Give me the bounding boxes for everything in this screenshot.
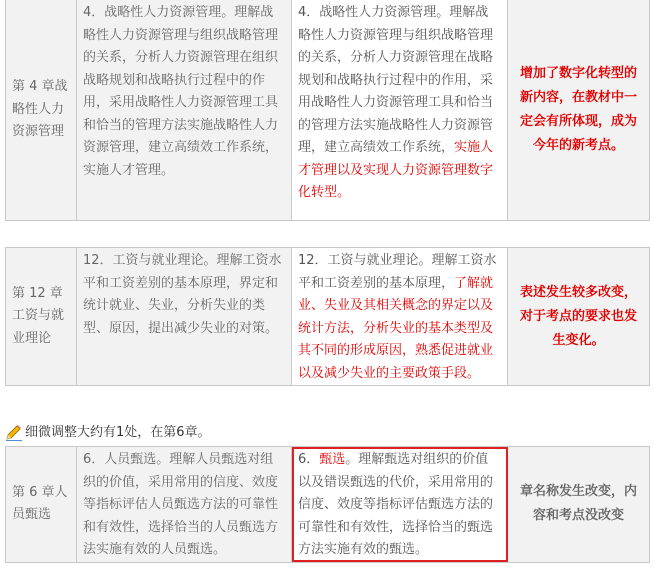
change-note: 表述发生较多改变，对于考点的要求也发生变化。 (508, 248, 650, 386)
comparison-table-ch4 (5, 0, 650, 221)
caption-text: 细微调整大约有1处，在第6章。 (25, 425, 211, 440)
pencil-icon (5, 425, 23, 441)
comparison-table-ch12 (5, 247, 650, 386)
table-row (6, 0, 650, 221)
new-text-changed: 实施人才管理以及实现人力资源管理数字化转型。 (298, 140, 494, 200)
old-syllabus-text: 6．人员甄选。理解人员甄选对组织的价值，采用常用的信度、效度等指标评估人员甄选方法的可靠性和有效性，选择恰当的人员甄选方法实施有效的人员甄选。 (77, 447, 292, 563)
change-note: 增加了数字化转型的新内容，在教材中一定会有所体现，成为今年的新考点。 (508, 0, 650, 221)
new-text-changed: 了解就业、失业及其相关概念的界定以及统计方法，分析失业的基本类型及其不同的形成原因，熟悉促进就业以及减少失业的主要政策手段。 (298, 275, 494, 381)
table-row (6, 248, 650, 386)
new-syllabus-text (292, 447, 508, 563)
chapter-title: 第 4 章战略性人力资源管理 (6, 0, 77, 221)
chapter-title: 第 6 章人员甄选 (6, 447, 77, 563)
table-row (6, 447, 650, 563)
new-syllabus-text (292, 0, 508, 221)
old-syllabus-text: 12．工资与就业理论。理解工资水平和工资差别的基本原理，界定和统计就业、失业，分析失业的类型、原因，提出减少失业的对策。 (77, 248, 292, 386)
new-text-plain: 4．战略性人力资源管理。理解战略性人力资源管理与组织战略管理的关系，分析人力资源管理在战略规划和战略执行过程中的作用，采用战略性人力资源管理工具和恰当的管理方法实施战略性人力资源管理，建立高绩效工作系统， (298, 5, 494, 155)
new-text-plain: 12．工资与就业理论。理解工资水平和工资差别的基本原理， (298, 253, 497, 291)
change-note: 章名称发生改变，内容和考点没改变 (508, 447, 650, 563)
new-text-plain: 。理解甄选对组织的价值以及错误甄选的代价，采用常用的信度、效度等指标评估甄选方法的可靠性和有效性，选择恰当的甄选方法实施有效的甄选。 (298, 452, 494, 557)
chapter-title: 第 12 章工资与就业理论 (6, 248, 77, 386)
comparison-table-ch6 (5, 446, 650, 563)
new-text-num: 6． (298, 452, 320, 467)
new-syllabus-text (292, 248, 508, 386)
caption (5, 424, 211, 442)
old-syllabus-text: 4．战略性人力资源管理。理解战略性人力资源管理与组织战略管理的关系，分析人力资源管理在组织战略规划和战略执行过程中的作用，采用战略性人力资源管理工具和恰当的管理方法实施战略性人力资源管理，建立高绩效工作系统，实施人才管理。 (77, 0, 292, 221)
new-text-changed: 甄选 (319, 452, 346, 467)
